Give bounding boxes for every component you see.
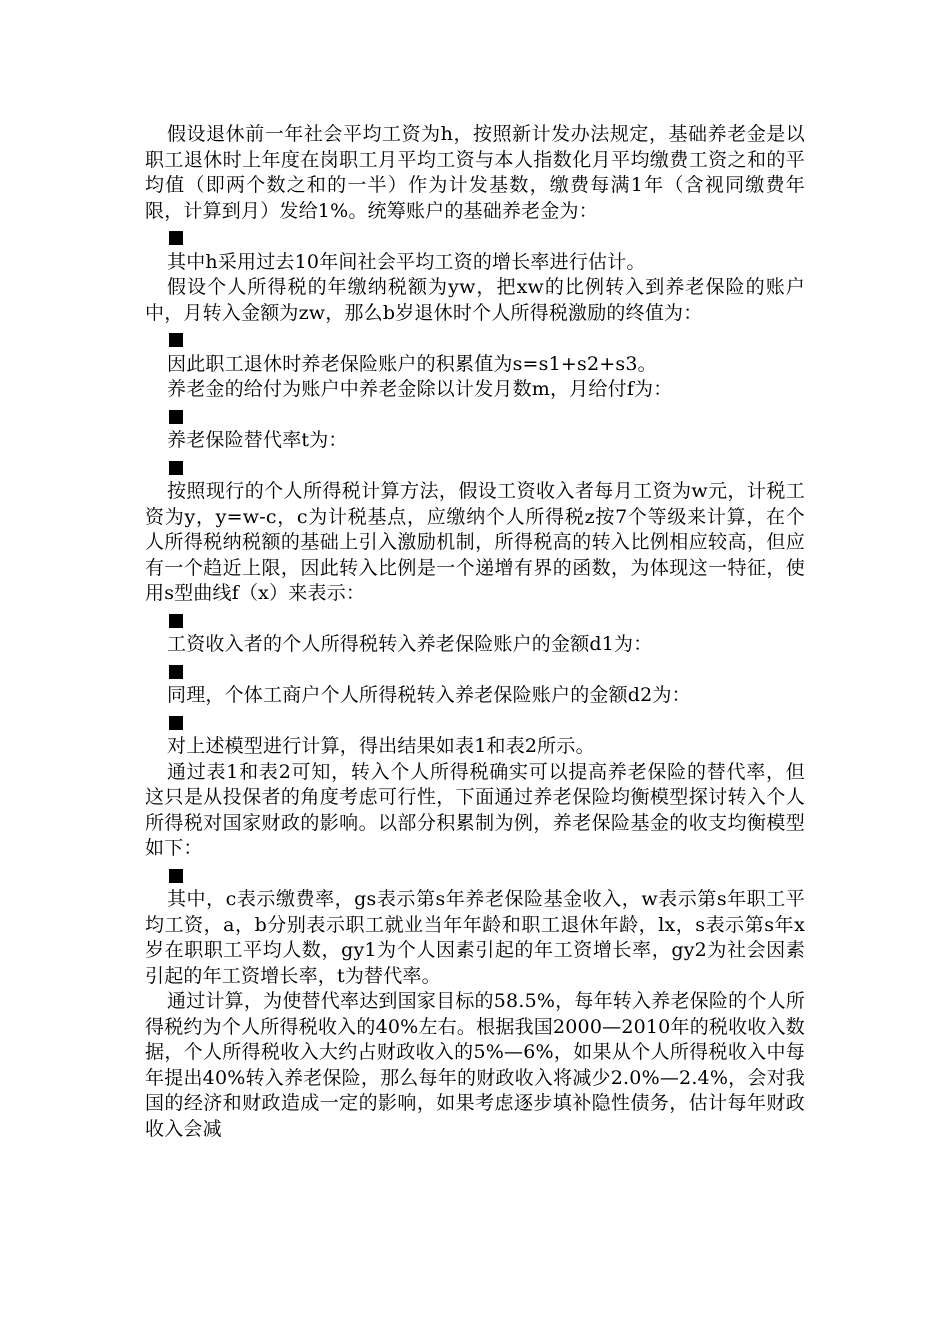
- paragraph: 按照现行的个人所得税计算方法，假设工资收入者每月工资为w元，计税工资为y，y=w-c，c为计税基点，应缴纳个人所得税z按7个等级来计算，在个人所得税纳税额的基础上引入激励机制，所得税高的转入比例相应较高，但应有一个趋近上限，因此转入比例是一个递增有界的函数，为体现这一特征，使用s型曲线f（x）来表示：: [145, 480, 805, 604]
- equation-placeholder: [145, 403, 805, 429]
- equation-placeholder: [145, 709, 805, 735]
- paragraph: 养老金的给付为账户中养老金除以计发月数m，月给付f为：: [167, 378, 673, 400]
- equation-placeholder: [145, 326, 805, 352]
- equation-image: [169, 869, 183, 883]
- equation-image: [169, 665, 183, 679]
- equation-placeholder: [145, 658, 805, 684]
- equation-placeholder: [145, 454, 805, 480]
- paragraph: 其中h采用过去10年间社会平均工资的增长率进行估计。: [167, 250, 646, 273]
- equation-image: [169, 231, 183, 245]
- paragraph: 同理，个体工商户个人所得税转入养老保险账户的金额d2为：: [167, 684, 691, 706]
- document-body: [145, 122, 805, 1142]
- equation-placeholder: [145, 862, 805, 888]
- paragraph: 假设个人所得税的年缴纳税额为yw，把xw的比例转入到养老保险的账户中，月转入金额为zw，那么b岁退休时个人所得税激励的终值为：: [145, 276, 805, 324]
- equation-image: [169, 716, 183, 730]
- equation-image: [169, 410, 183, 424]
- equation-image: [169, 333, 183, 347]
- equation-image: [169, 614, 183, 628]
- paragraph: 工资收入者的个人所得税转入养老保险账户的金额d1为：: [167, 633, 653, 655]
- paragraph: 养老保险替代率t为：: [167, 429, 348, 451]
- paragraph: 对上述模型进行计算，得出结果如表1和表2所示。: [167, 735, 595, 757]
- paragraph: 因此职工退休时养老保险账户的积累值为s=s1+s2+s3。: [167, 352, 657, 375]
- equation-placeholder: [145, 224, 805, 250]
- equation-placeholder: [145, 607, 805, 633]
- equation-image: [169, 461, 183, 475]
- paragraph: 通过表1和表2可知，转入个人所得税确实可以提高养老保险的替代率，但这只是从投保者的角度考虑可行性，下面通过养老保险均衡模型探讨转入个人所得税对国家财政的影响。以部分积累制为例，养老保险基金的收支均衡模型如下：: [145, 760, 805, 859]
- paragraph: 通过计算，为使替代率达到国家目标的58.5%，每年转入养老保险的个人所得税约为个人所得税收入的40%左右。根据我国2000—2010年的税收收入数据，个人所得税收入大约占财政收入的5%—6%，如果从个人所得税收入中每年提出40%转入养老保险，那么每年的财政收入将减少2.0%—2.4%，会对我国的经济和财政造成一定的影响，如果考虑逐步填补隐性债务，估计每年财政收入会减: [145, 990, 805, 1140]
- paragraph: 假设退休前一年社会平均工资为h，按照新计发办法规定，基础养老金是以职工退休时上年度在岗职工月平均工资与本人指数化月平均缴费工资之和的平均值（即两个数之和的一半）作为计发基数，缴费每满1年（含视同缴费年限，计算到月）发给1%。统筹账户的基础养老金为：: [145, 123, 805, 222]
- paragraph: 其中，c表示缴费率，gs表示第s年养老保险基金收入，w表示第s年职工平均工资，a，b分别表示职工就业当年年龄和职工退休年龄，lx，s表示第s年x岁在职职工平均人数，gy1为个人因素引起的年工资增长率，gy2为社会因素引起的年工资增长率，t为替代率。: [145, 888, 805, 987]
